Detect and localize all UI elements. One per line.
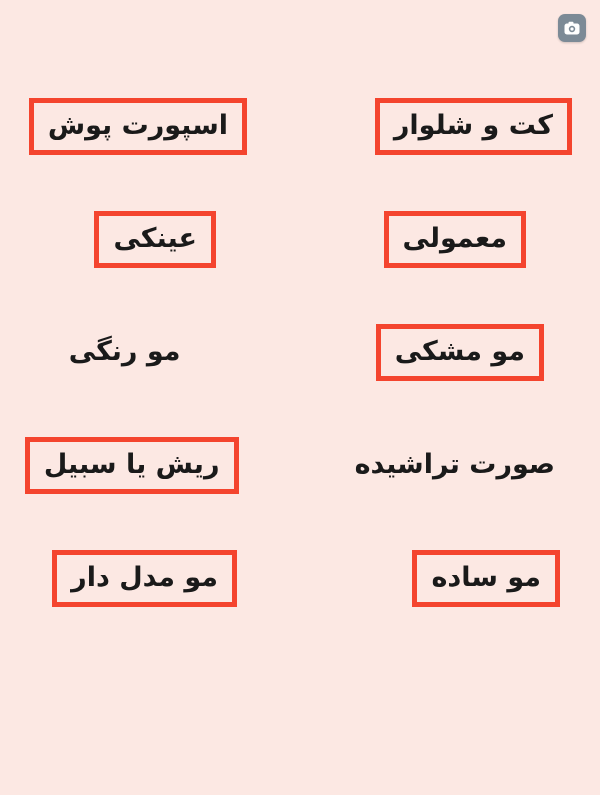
option-cell bbox=[0, 550, 323, 607]
option-cell bbox=[325, 98, 600, 155]
option-moo-sade[interactable]: مو ساده bbox=[412, 550, 560, 607]
option-rish-ya-sebil[interactable]: ریش یا سبیل bbox=[25, 437, 239, 494]
option-cell bbox=[310, 211, 600, 268]
option-cell bbox=[336, 437, 600, 494]
option-moo-rangi[interactable]: مو رنگی bbox=[68, 335, 181, 367]
options-row bbox=[0, 409, 600, 522]
option-cell bbox=[345, 324, 600, 381]
option-moo-model-dar[interactable]: مو مدل دار bbox=[52, 550, 237, 607]
option-kot-o-shalvar[interactable]: کت و شلوار bbox=[375, 98, 572, 155]
option-cell bbox=[323, 550, 600, 607]
option-cell bbox=[0, 98, 325, 155]
option-mamooli[interactable]: معمولی bbox=[384, 211, 526, 268]
options-grid bbox=[0, 70, 600, 635]
options-row bbox=[0, 522, 600, 635]
camera-badge-icon[interactable] bbox=[558, 14, 586, 42]
option-cell bbox=[0, 324, 345, 381]
option-moo-meshki[interactable]: مو مشکی bbox=[376, 324, 544, 381]
options-row bbox=[0, 183, 600, 296]
option-cell bbox=[0, 211, 310, 268]
option-eynaki[interactable]: عینکی bbox=[94, 211, 216, 268]
options-row bbox=[0, 70, 600, 183]
option-cell bbox=[0, 437, 336, 494]
option-sport-poosh[interactable]: اسپورت پوش bbox=[29, 98, 247, 155]
options-row bbox=[0, 296, 600, 409]
option-soorat-tarashide[interactable]: صورت تراشیده bbox=[354, 448, 555, 480]
